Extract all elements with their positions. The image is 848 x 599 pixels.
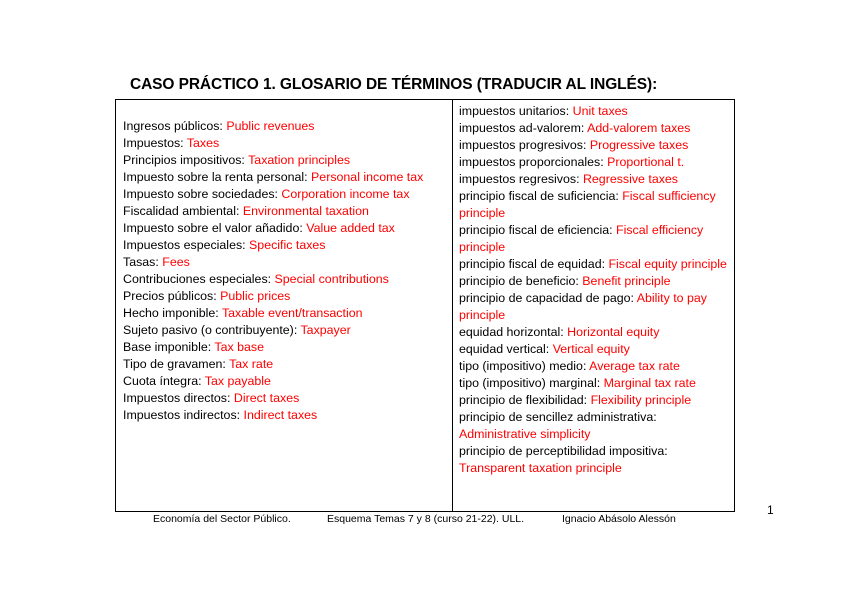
english-translation: Corporation income tax [281,187,410,201]
spanish-term: Ingresos públicos: [123,119,227,133]
english-translation: Personal income tax [311,170,424,184]
spanish-term: principio de beneficio: [459,274,583,288]
glossary-entry [459,222,731,256]
english-translation: Regressive taxes [582,172,679,186]
glossary-entry [459,188,731,222]
english-translation: Environmental taxation [242,204,369,218]
english-translation: Indirect taxes [243,408,318,422]
glossary-entry [459,375,731,392]
glossary-entry [459,103,731,120]
column-divider [452,99,453,512]
footer-scheme: Esquema Temas 7 y 8 (curso 21-22). ULL. [327,513,525,525]
english-translation: Fiscal sufficiency principle [459,189,716,220]
glossary-entry [459,392,731,409]
spanish-term: Hecho imponible: [123,306,222,320]
spanish-term: Impuestos especiales: [123,238,250,252]
glossary-entry [459,154,731,171]
english-translation: Special contributions [274,272,389,286]
glossary-entry [459,324,731,341]
spanish-term: principio de capacidad de pago: [459,291,637,305]
glossary-entry [123,288,448,305]
spanish-term: Contribuciones especiales: [123,272,275,286]
glossary-entry [123,322,448,339]
glossary-entry [459,273,731,290]
spanish-term: equidad vertical: [459,342,553,356]
spanish-term: Sujeto pasivo (o contribuyente): [123,323,301,337]
english-translation: Taxable event/transaction [221,306,363,320]
spanish-term: Fiscalidad ambiental: [123,204,243,218]
glossary-entry [459,256,731,273]
english-translation: Flexibility principle [590,393,692,407]
glossary-entry [459,290,731,324]
glossary-entry [123,203,448,220]
spanish-term: impuestos regresivos: [459,172,583,186]
glossary-entry [123,339,448,356]
footer-author: Ignacio Abásolo Alessón [562,513,676,525]
english-translation: Fees [162,255,190,269]
english-translation: Taxpayer [300,323,351,337]
english-translation: Specific taxes [249,238,326,252]
english-translation: Taxation principles [248,153,351,167]
glossary-entry [459,358,731,375]
spanish-term: Precios públicos: [123,289,221,303]
spanish-term: impuestos proporcionales: [459,155,608,169]
spanish-term: impuestos progresivos: [459,138,590,152]
spanish-term: principio de flexibilidad: [459,393,591,407]
page-title: CASO PRÁCTICO 1. GLOSARIO DE TÉRMINOS (TRADUCIR AL INGLÉS): [130,76,658,93]
english-translation: Administrative simplicity [459,427,591,441]
spanish-term: Principios impositivos: [123,153,249,167]
spanish-term: Impuesto sobre el valor añadido: [123,221,307,235]
spanish-term: Impuesto sobre la renta personal: [123,170,312,184]
glossary-entry [123,237,448,254]
spanish-term: Tasas: [123,255,163,269]
glossary-entry [123,135,448,152]
english-translation: Fiscal efficiency principle [459,223,704,254]
glossary-left-column [123,118,448,424]
spanish-term: Base imponible: [123,340,215,354]
spanish-term: tipo (impositivo) medio: [459,359,590,373]
glossary-entry [123,152,448,169]
english-translation: Average tax rate [589,359,680,373]
spanish-term: principio fiscal de suficiencia: [459,189,623,203]
glossary-entry [459,443,731,477]
spanish-term: impuestos unitarios: [459,104,573,118]
glossary-entry [459,341,731,358]
spanish-term: principio fiscal de eficiencia: [459,223,617,237]
english-translation: Public revenues [226,119,315,133]
spanish-term: Cuota íntegra: [123,374,205,388]
glossary-entry [123,186,448,203]
glossary-entry [459,120,731,137]
glossary-entry [123,373,448,390]
english-translation: Transparent taxation principle [459,461,622,475]
english-translation: Horizontal equity [567,325,660,339]
english-translation: Tax payable [204,374,271,388]
footer-course: Economía del Sector Público. [153,513,291,525]
spanish-term: principio fiscal de equidad: [459,257,609,271]
spanish-term: tipo (impositivo) marginal: [459,376,604,390]
spanish-term: Tipo de gravamen: [123,357,230,371]
glossary-entry [459,409,731,443]
glossary-entry [123,390,448,407]
english-translation: Direct taxes [233,391,300,405]
page-number: 1 [767,503,774,517]
spanish-term: equidad horizontal: [459,325,568,339]
spanish-term: Impuesto sobre sociedades: [123,187,282,201]
glossary-entry [123,271,448,288]
spanish-term: Impuestos indirectos: [123,408,244,422]
english-translation: Progressive taxes [589,138,689,152]
spanish-term: impuestos ad-valorem: [459,121,588,135]
glossary-entry [123,407,448,424]
english-translation: Fiscal equity principle [608,257,727,271]
glossary-entry [459,137,731,154]
glossary-entry [123,169,448,186]
glossary-entry [123,356,448,373]
english-translation: Benefit principle [582,274,671,288]
english-translation: Tax rate [229,357,274,371]
glossary-entry [123,305,448,322]
english-translation: Ability to pay principle [459,291,707,322]
english-translation: Taxes [186,136,220,150]
glossary-right-column [459,103,731,477]
glossary-entry [123,118,448,135]
english-translation: Proportional t. [607,155,685,169]
english-translation: Add-valorem taxes [587,121,691,135]
glossary-entry [459,171,731,188]
english-translation: Marginal tax rate [603,376,696,390]
spanish-term: Impuestos: [123,136,187,150]
spanish-term: principio de sencillez administrativa: [459,410,657,424]
english-translation: Tax base [214,340,264,354]
glossary-entry [123,254,448,271]
english-translation: Public prices [220,289,291,303]
glossary-entry [123,220,448,237]
english-translation: Unit taxes [572,104,628,118]
spanish-term: principio de perceptibilidad impositiva: [459,444,668,458]
spanish-term: Impuestos directos: [123,391,234,405]
english-translation: Vertical equity [552,342,630,356]
english-translation: Value added tax [306,221,395,235]
